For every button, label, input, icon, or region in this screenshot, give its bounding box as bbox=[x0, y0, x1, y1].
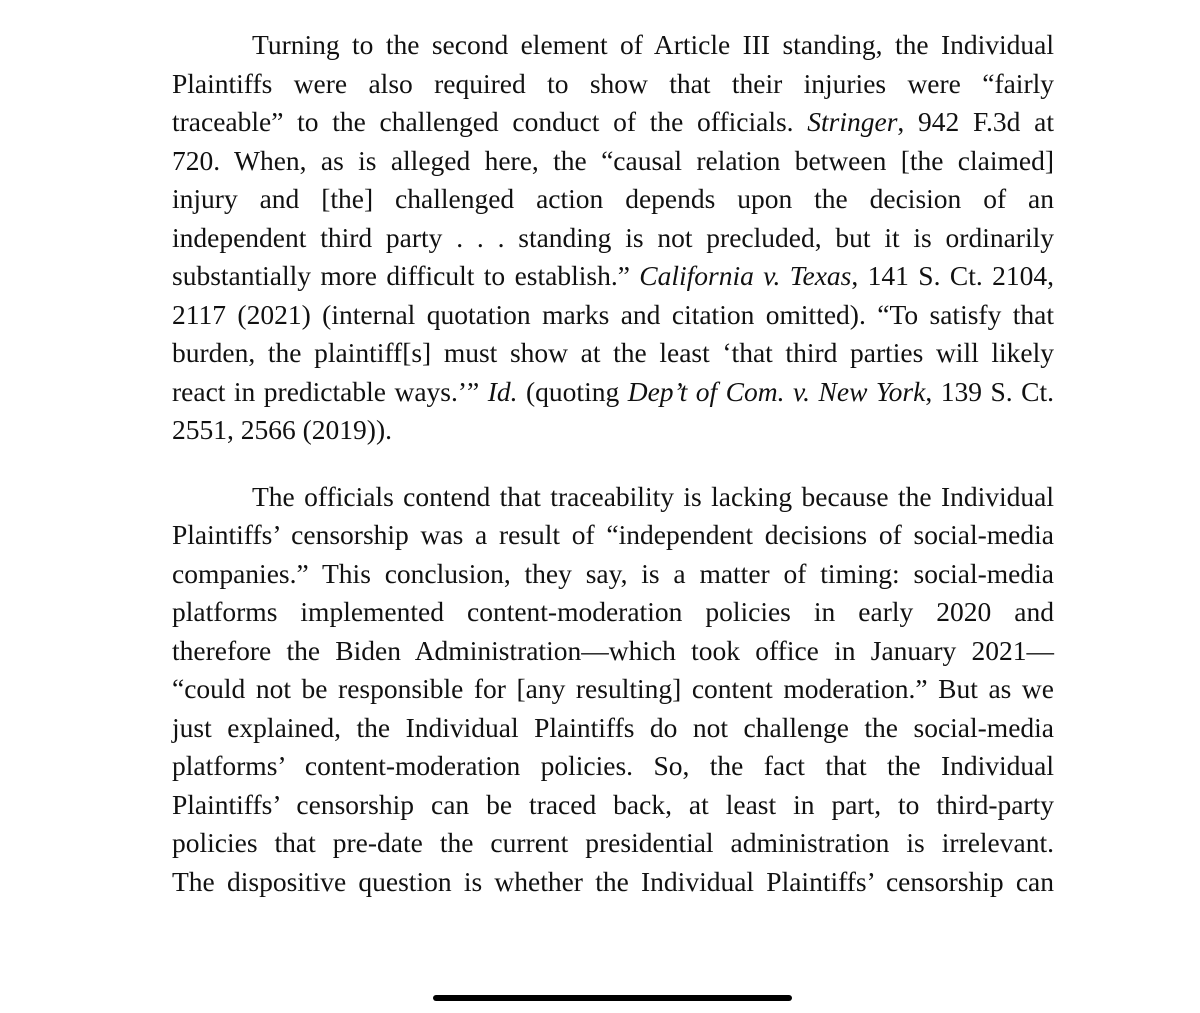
text-segment: Plaintiffs’ censorship was a result of “independent decisions of social-media bbox=[172, 519, 1054, 550]
citation-italic: California v. Texas bbox=[639, 260, 852, 291]
citation-italic: Id. bbox=[487, 375, 518, 407]
citation-italic: Dep’t of Com. v. New York bbox=[627, 375, 926, 407]
text-segment: companies.” This conclusion, they say, is a matter of timing: social-media bbox=[172, 557, 1054, 589]
text-segment: burden, the plaintiff[s] must show at the least ‘that third parties will likely bbox=[172, 337, 1054, 368]
text-segment: Plaintiffs’ censorship can be traced back, at least in part, to third-party bbox=[172, 788, 1054, 820]
text-line bbox=[172, 334, 1054, 373]
text-segment: just explained, the Individual Plaintiffs do not challenge the social-media bbox=[172, 711, 1054, 743]
text-segment: independent third party . . . standing is not precluded, but it is ordinarily bbox=[172, 221, 1054, 253]
text-line bbox=[172, 824, 1054, 863]
text-line bbox=[172, 670, 1054, 709]
text-segment: , 139 S. Ct. bbox=[925, 375, 1054, 407]
text-line bbox=[172, 709, 1054, 748]
text-segment: 2551, 2566 (2019)). bbox=[172, 414, 392, 445]
text-line bbox=[172, 373, 1054, 412]
text-segment: traceable” to the challenged conduct of the officials. bbox=[172, 106, 808, 137]
text-line bbox=[172, 26, 1054, 65]
text-line bbox=[172, 593, 1054, 632]
text-line bbox=[172, 478, 1054, 517]
text-line bbox=[172, 257, 1054, 296]
home-indicator[interactable] bbox=[433, 995, 792, 1001]
text-line bbox=[172, 863, 1054, 902]
text-line bbox=[172, 219, 1054, 258]
text-segment: The dispositive question is whether the Individual Plaintiffs’ censorship can bbox=[172, 865, 1054, 897]
document-body bbox=[172, 26, 1054, 929]
text-segment: , 942 F.3d at bbox=[897, 106, 1054, 137]
text-segment: 2117 (2021) (internal quotation marks and citation omitted). “To satisfy that bbox=[172, 298, 1054, 330]
citation-italic: Stringer bbox=[807, 106, 898, 137]
text-line bbox=[172, 296, 1054, 335]
text-segment: “could not be responsible for [any resulting] content moderation.” But as we bbox=[172, 673, 1054, 704]
text-segment: policies that pre-date the current presidential administration is irrelevant. bbox=[172, 827, 1054, 858]
text-segment: , 141 S. Ct. 2104, bbox=[851, 260, 1054, 291]
text-segment: injury and [the] challenged action depends upon the decision of an bbox=[172, 183, 1054, 214]
text-line bbox=[172, 411, 1054, 450]
text-line bbox=[172, 103, 1054, 142]
text-segment: Turning to the second element of Article III standing, the Individual bbox=[252, 29, 1054, 60]
text-segment: 720. When, as is alleged here, the “causal relation between [the claimed] bbox=[172, 144, 1054, 176]
text-segment: The officials contend that traceability is lacking because the Individual bbox=[252, 480, 1054, 512]
text-segment: substantially more difficult to establish.” bbox=[172, 260, 640, 291]
text-line bbox=[172, 180, 1054, 219]
text-segment: platforms implemented content-moderation policies in early 2020 and bbox=[172, 596, 1054, 627]
text-line bbox=[172, 142, 1054, 181]
paragraph bbox=[172, 26, 1054, 450]
text-line bbox=[172, 632, 1054, 671]
text-segment: therefore the Biden Administration—which took office in January 2021— bbox=[172, 634, 1054, 666]
text-line bbox=[172, 65, 1054, 104]
text-segment: react in predictable ways.’” bbox=[172, 375, 488, 407]
text-line bbox=[172, 516, 1054, 555]
text-line bbox=[172, 747, 1054, 786]
paragraph bbox=[172, 478, 1054, 902]
text-segment: platforms’ content-moderation policies. So, the fact that the Individual bbox=[172, 750, 1054, 781]
text-segment: Plaintiffs were also required to show that their injuries were “fairly bbox=[172, 67, 1054, 99]
text-line bbox=[172, 786, 1054, 825]
text-segment: (quoting bbox=[517, 375, 628, 407]
text-line bbox=[172, 555, 1054, 594]
